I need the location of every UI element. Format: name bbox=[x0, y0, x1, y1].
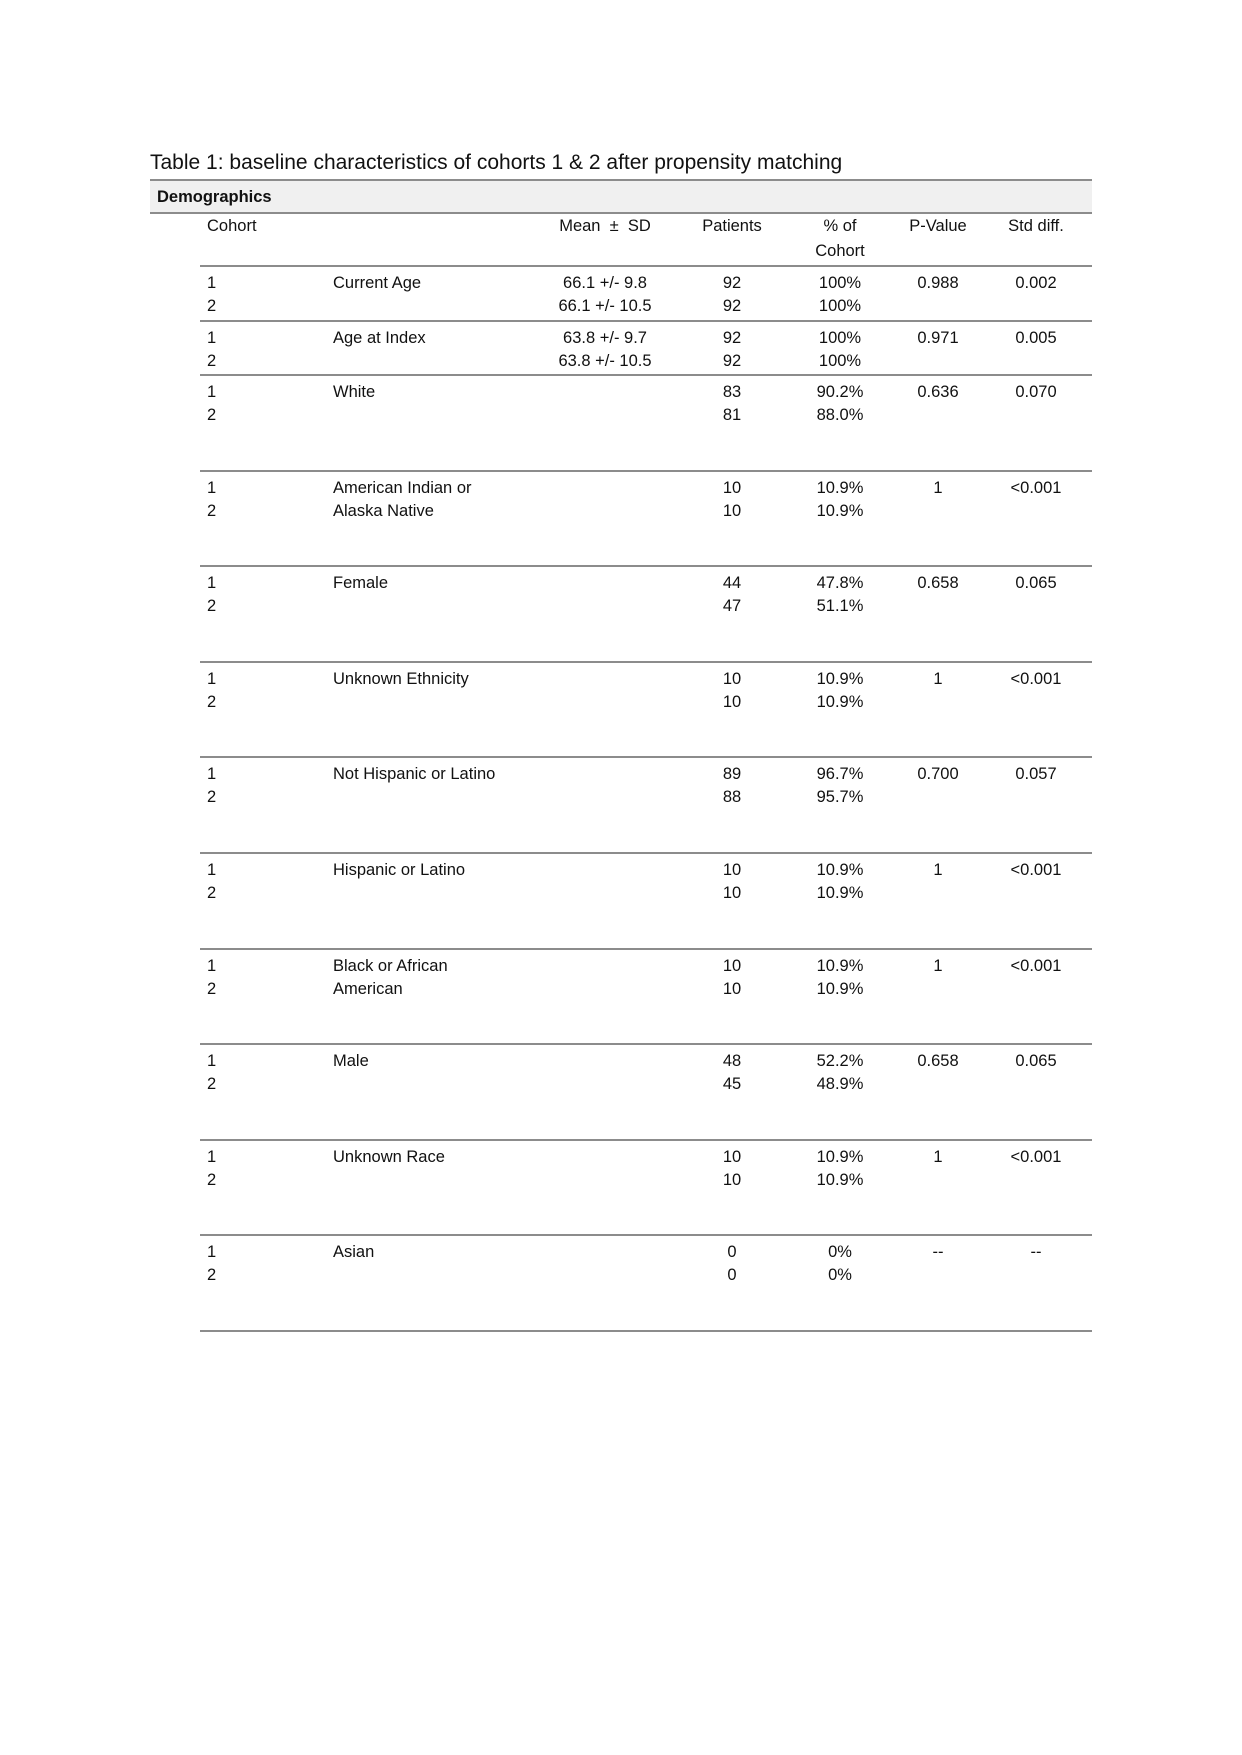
table-row-group bbox=[200, 661, 1092, 757]
patients-cell-text: 10 bbox=[722, 860, 742, 879]
std-diff-cell-text: <0.001 bbox=[1010, 478, 1062, 497]
patients-cell-text: 10 bbox=[722, 501, 742, 520]
cohort-cell: 2 bbox=[207, 788, 217, 807]
variable-label: Current Age bbox=[333, 274, 422, 292]
std-diff-cell-text: <0.001 bbox=[1010, 860, 1062, 879]
p-value-cell-text: 0.971 bbox=[917, 328, 959, 347]
variable-label: American bbox=[333, 979, 403, 998]
pct-cohort-cell-text: 10.9% bbox=[816, 956, 864, 975]
patients-cell-text: 47 bbox=[722, 597, 742, 616]
patients-cell-text: 92 bbox=[722, 297, 742, 315]
table-row-group bbox=[200, 1139, 1092, 1235]
cohort-cell: 1 bbox=[207, 765, 217, 784]
variable-label: Unknown Race bbox=[333, 1147, 445, 1166]
std-diff-cell-text: <0.001 bbox=[1010, 1147, 1062, 1166]
patients-cell-text: 92 bbox=[722, 328, 742, 347]
cohort-cell: 1 bbox=[207, 669, 217, 688]
mean-sd-cell-text: 66.1 +/- 9.8 bbox=[563, 274, 647, 292]
table-bottom-rule bbox=[200, 1330, 1092, 1332]
cohort-cell: 2 bbox=[207, 501, 217, 520]
mean-sd-cell-text: 63.8 +/- 10.5 bbox=[558, 351, 652, 370]
cohort-cell: 1 bbox=[207, 1052, 217, 1071]
cohort-cell: 2 bbox=[207, 979, 217, 998]
variable-label: White bbox=[333, 383, 376, 401]
std-diff-cell-text: 0.057 bbox=[1015, 765, 1057, 784]
pct-cohort-cell-text: 0% bbox=[828, 1266, 852, 1285]
std-diff-cell-text: 0.002 bbox=[1015, 274, 1057, 292]
patients-cell-text: 0 bbox=[727, 1266, 737, 1285]
pct-cohort-cell-text: 100% bbox=[818, 328, 862, 347]
p-value-cell-text: 1 bbox=[933, 478, 943, 497]
table-row-group bbox=[200, 470, 1092, 566]
pct-cohort-cell-text: 10.9% bbox=[816, 478, 864, 497]
variable-label: Alaska Native bbox=[333, 501, 434, 520]
patients-cell-text: 0 bbox=[727, 1243, 737, 1262]
cohort-cell: 2 bbox=[207, 1075, 217, 1094]
table-row-group bbox=[200, 948, 1092, 1044]
table-row-group bbox=[200, 1043, 1092, 1139]
pct-cohort-cell-text: 10.9% bbox=[816, 1147, 864, 1166]
section-title: Demographics bbox=[157, 188, 272, 206]
pct-cohort-cell-text: 100% bbox=[818, 297, 862, 315]
variable-label: Hispanic or Latino bbox=[333, 860, 466, 879]
cohort-cell: 1 bbox=[207, 574, 217, 593]
table-row-group bbox=[200, 320, 1092, 375]
std-diff-cell-text: <0.001 bbox=[1010, 669, 1062, 688]
std-diff-cell-text: 0.005 bbox=[1015, 328, 1057, 347]
patients-cell-text: 10 bbox=[722, 478, 742, 497]
pct-cohort-cell-text: 10.9% bbox=[816, 883, 864, 902]
cohort-cell: 2 bbox=[207, 297, 217, 315]
cohort-cell: 1 bbox=[207, 383, 217, 401]
patients-cell-text: 92 bbox=[722, 274, 742, 292]
cohort-cell: 2 bbox=[207, 406, 217, 424]
table-row-group bbox=[200, 1234, 1092, 1330]
cohort-cell: 1 bbox=[207, 328, 217, 347]
patients-cell-text: 88 bbox=[722, 788, 742, 807]
pct-cohort-cell-text: 10.9% bbox=[816, 669, 864, 688]
cohort-cell: 2 bbox=[207, 883, 217, 902]
p-value-cell-text: 1 bbox=[933, 1147, 943, 1166]
table-row-group bbox=[200, 265, 1092, 320]
cohort-cell: 1 bbox=[207, 956, 217, 975]
p-value-cell-text: 0.636 bbox=[917, 383, 959, 401]
cohort-cell: 1 bbox=[207, 1147, 217, 1166]
cohort-cell: 1 bbox=[207, 860, 217, 879]
pct-cohort-cell-text: 0% bbox=[828, 1243, 852, 1262]
variable-label: Unknown Ethnicity bbox=[333, 669, 469, 688]
std-diff-cell-text: <0.001 bbox=[1010, 956, 1062, 975]
p-value-cell-text: 1 bbox=[933, 669, 943, 688]
pct-cohort-cell-text: 88.0% bbox=[816, 406, 864, 424]
table-header bbox=[200, 213, 1092, 265]
pct-cohort-cell-text: 48.9% bbox=[816, 1075, 864, 1094]
header-patients-text: Patients bbox=[702, 217, 762, 235]
cohort-cell: 2 bbox=[207, 1170, 217, 1189]
table-row-group bbox=[200, 374, 1092, 470]
header-p-value-text: P-Value bbox=[909, 217, 967, 235]
p-value-cell-text: 0.658 bbox=[917, 1052, 959, 1071]
pct-cohort-cell-text: 100% bbox=[818, 274, 862, 292]
table-row-group bbox=[200, 565, 1092, 661]
patients-cell-text: 10 bbox=[722, 692, 742, 711]
pct-cohort-cell-text: 10.9% bbox=[816, 1170, 864, 1189]
variable-label: Female bbox=[333, 574, 389, 593]
cohort-cell: 1 bbox=[207, 1243, 217, 1262]
pct-cohort-cell-text: 96.7% bbox=[816, 765, 864, 784]
variable-label: American Indian or bbox=[333, 478, 472, 497]
table-row-group bbox=[200, 756, 1092, 852]
patients-cell-text: 10 bbox=[722, 1170, 742, 1189]
cohort-cell: 2 bbox=[207, 351, 217, 370]
table-title: Table 1: baseline characteristics of cohorts 1 & 2 after propensity matching bbox=[150, 151, 843, 174]
cohort-cell: 2 bbox=[207, 1266, 217, 1285]
cohort-cell: 2 bbox=[207, 597, 217, 616]
table-row-group bbox=[200, 852, 1092, 948]
patients-cell-text: 44 bbox=[722, 574, 742, 593]
mean-sd-cell-text: 66.1 +/- 10.5 bbox=[558, 297, 652, 315]
p-value-cell-text: 1 bbox=[933, 956, 943, 975]
pct-cohort-cell-text: 51.1% bbox=[816, 597, 864, 616]
patients-cell-text: 83 bbox=[722, 383, 742, 401]
header-std-diff-text: Std diff. bbox=[1008, 217, 1064, 235]
std-diff-cell-text: 0.065 bbox=[1015, 1052, 1057, 1071]
pct-cohort-cell-text: 10.9% bbox=[816, 501, 864, 520]
cohort-cell: 1 bbox=[207, 274, 217, 292]
variable-label: Not Hispanic or Latino bbox=[333, 765, 496, 784]
patients-cell-text: 10 bbox=[722, 669, 742, 688]
variable-label: Asian bbox=[333, 1243, 375, 1262]
patients-cell-text: 81 bbox=[722, 406, 742, 424]
patients-cell-text: 10 bbox=[722, 979, 742, 998]
patients-cell-text: 92 bbox=[722, 351, 742, 370]
header-pct-line2: Cohort bbox=[815, 242, 865, 260]
section-band bbox=[150, 179, 1092, 214]
p-value-cell-text: -- bbox=[932, 1243, 944, 1262]
patients-cell-text: 89 bbox=[722, 765, 742, 784]
header-pct-line1: % of bbox=[823, 217, 857, 235]
variable-label: Black or African bbox=[333, 956, 448, 975]
pct-cohort-cell-text: 52.2% bbox=[816, 1052, 864, 1071]
header-cohort: Cohort bbox=[207, 217, 257, 235]
pct-cohort-cell-text: 90.2% bbox=[816, 383, 864, 401]
patients-cell-text: 10 bbox=[722, 1147, 742, 1166]
variable-label: Male bbox=[333, 1052, 369, 1071]
mean-sd-cell-text: 63.8 +/- 9.7 bbox=[563, 328, 647, 347]
p-value-cell-text: 1 bbox=[933, 860, 943, 879]
patients-cell-text: 45 bbox=[722, 1075, 742, 1094]
pct-cohort-cell-text: 10.9% bbox=[816, 979, 864, 998]
patients-cell-text: 48 bbox=[722, 1052, 742, 1071]
pct-cohort-cell-text: 10.9% bbox=[816, 692, 864, 711]
patients-cell-text: 10 bbox=[722, 956, 742, 975]
p-value-cell-text: 0.700 bbox=[917, 765, 959, 784]
patients-cell-text: 10 bbox=[722, 883, 742, 902]
pct-cohort-cell-text: 95.7% bbox=[816, 788, 864, 807]
p-value-cell-text: 0.988 bbox=[917, 274, 959, 292]
table-body bbox=[200, 265, 1092, 1332]
variable-label: Age at Index bbox=[333, 328, 426, 347]
cohort-cell: 2 bbox=[207, 692, 217, 711]
std-diff-cell-text: 0.070 bbox=[1015, 383, 1057, 401]
p-value-cell-text: 0.658 bbox=[917, 574, 959, 593]
cohort-cell: 1 bbox=[207, 478, 217, 497]
pct-cohort-cell-text: 10.9% bbox=[816, 860, 864, 879]
std-diff-cell-text: -- bbox=[1030, 1243, 1042, 1262]
pct-cohort-cell-text: 100% bbox=[818, 351, 862, 370]
header-mean-sd-text: Mean ± SD bbox=[559, 217, 651, 235]
pct-cohort-cell-text: 47.8% bbox=[816, 574, 864, 593]
std-diff-cell-text: 0.065 bbox=[1015, 574, 1057, 593]
